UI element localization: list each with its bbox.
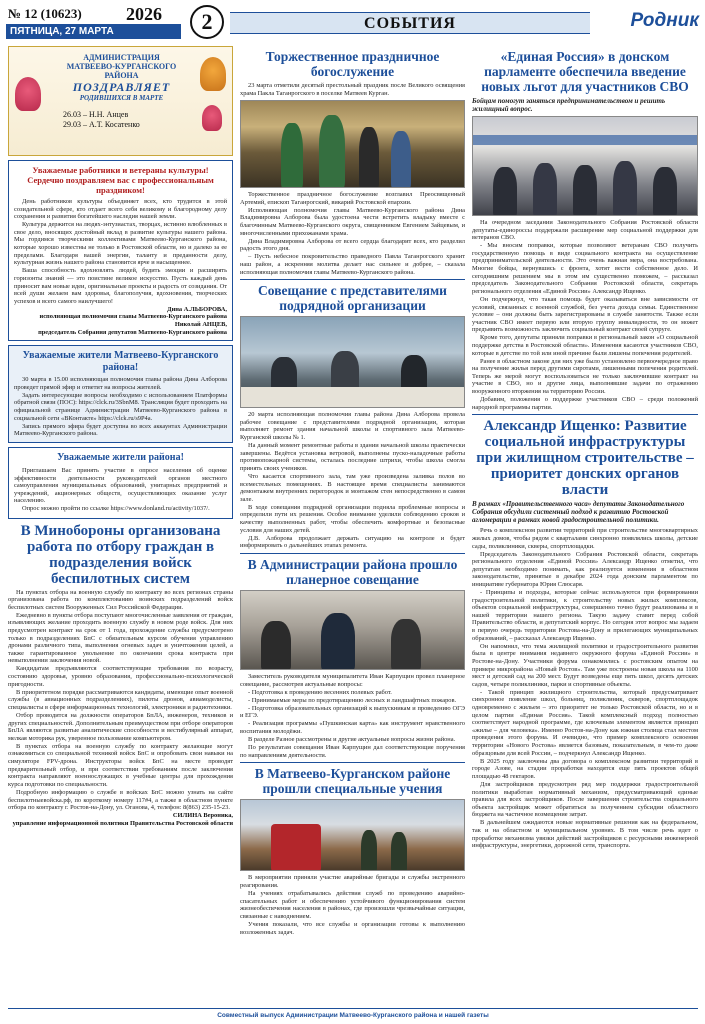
divider	[240, 553, 465, 554]
birthday-person: 29.03 – А.Т. Косатенко	[63, 120, 140, 129]
column-middle	[240, 46, 465, 937]
drills-article	[240, 766, 465, 936]
paragraph: В 2025 году заключены два договора о комплексном развитии территорий в городе Азове, на стадии проработки находятся еще пять проектов общей площадью 48 гектаров.	[472, 757, 698, 780]
survey-notice	[8, 447, 233, 518]
paragraph: По результатам совещания Иван Карпущин дал соответствующие поручения по направлениям деятельности.	[240, 744, 465, 759]
paragraph: На учениях отрабатывались действия служб по проведению аварийно-спасательных работ и обеспечению устойчивого функционирования систем жизнеобеспечения населения в районах, где произошли чрезвычайные ситуации, связанные с наводнением.	[240, 890, 465, 920]
paragraph: - Подготовка к проведению весенних полевых работ.	[248, 688, 392, 696]
article-body	[8, 589, 233, 812]
flower-icon	[200, 57, 226, 91]
signature-name: Николай АНЦЕВ,	[174, 321, 227, 328]
planning-photo	[240, 590, 465, 670]
parliament-photo	[472, 116, 698, 216]
article-lead: Бойцам помогут заняться предпринимательством и решить жилищный вопрос.	[472, 97, 666, 113]
paragraph: Ежедневно в пункты отбора поступают многочисленные заявления от граждан, изъявляющих желание проходить военную службу в новом роде войск. Для них предусмотрен контракт на срок от 1 года, прохождение службы предусмотрено только в подразделениях БпС с обязательным курсом обучения управлению дронами различного типа, выполнения огневых задач и уничтожения целей, а также гарантированное увольнение по окончании срока контракта при невыполнении заключения новой.	[8, 611, 233, 665]
paragraph: На пунктах отбора на военную службу по контракту во всех регионах страны организована работа по комплектованию воинских подразделений войск беспилотных систем Вооруженных Сил Российской Федерации.	[8, 588, 233, 611]
paragraph: - Мы вносим поправки, которые позволяют ветеранам СВО получить государственную помощь в виде социального контракта на осуществление предпринимательской деятельности. Это очень важная мера, она востребована. Многие бойцы, вернувшись с фронта, хотят вести собственное дело. И сегодняшним решением мы в этом им существенно поможем, – рассказал председатель Законодательного Собрания Ростовской области, секретарь регионального отделения «Единой России» Александр Ищенко.	[472, 242, 698, 295]
paragraph: Председатель Законодательного Собрания Ростовской области, секретарь регионального отделения «Единой России» Александр Ищенко отметил, что депутатам необходимо понимать, как реализуется изменения в областном законодательстве, принятые в декабре 2024 года донским парламентом по инициативе губернатора Юрия Слюсаря.	[472, 550, 698, 588]
paragraph: Заместитель руководителя муниципалитета Иван Карпущин провел планерное совещание, рассмотрев актуальные вопросы:	[240, 672, 465, 688]
person-figure	[391, 619, 421, 670]
person-figure	[391, 832, 407, 871]
paragraph: На данный момент ремонтные работы в здании начальной школы практически завершены. Ведётся установка ветровой, выполнены пуско-наладочные работы противопожарной системы, осталась последние штрихи, чтобы школа смогла принять своих учеников.	[240, 442, 465, 472]
survey-title: Уважаемые жители района!	[57, 452, 184, 464]
defense-article	[8, 523, 233, 828]
article-title: Совещание с представителями подрядной организации	[258, 283, 447, 314]
paragraph: - Принимаемые меры по предотвращению лесных и ландшафтных пожаров.	[248, 696, 457, 704]
person-figure	[319, 115, 345, 188]
article-body	[240, 411, 465, 550]
paragraph: Речь о комплексном развитии территорий при строительстве многоквартирных жилых домов, чтобы рядом с кварталами синхронно появлялись школы, детские сады, поликлиники, скверы, спортплощадки.	[472, 527, 698, 550]
paragraph: Запись прямого эфира будет доступна во всех аккаунтах Администрации Матвеево-Курганского района.	[14, 422, 227, 438]
person-figure	[361, 830, 377, 871]
birthday-list	[49, 110, 194, 130]
signature-role: управление информационной политики Правительства Ростовской области	[12, 819, 233, 827]
residents-title: Уважаемые жители Матвеево-Курганского района!	[22, 350, 219, 373]
culture-greeting	[8, 160, 233, 341]
article-body	[240, 874, 465, 936]
issue-block	[6, 4, 181, 40]
person-figure	[359, 127, 379, 188]
congrats-line2: МАТВЕЕВО-КУРГАНСКОГО РАЙОНА	[66, 62, 177, 80]
page-number: 2	[190, 5, 224, 39]
issue-date: ПЯТНИЦА, 27 МАРТА	[6, 24, 181, 39]
article-title: «Единая Россия» в донском парламенте обеспечила введение новых льгот для участников СВО	[481, 49, 689, 94]
paragraph: 30 марта в 15.00 исполняющая полномочия главы района Дина Алборова проведет прямой эфир и ответит на вопросы жителей.	[14, 376, 227, 391]
signature-name: Дина А.ЛЬБОРОВА,	[167, 305, 227, 313]
article-body	[240, 82, 465, 97]
paragraph: Учения показали, что все службы и организации готовы к выполнению возложенных задач.	[240, 921, 465, 936]
congrats-line3: ПОЗДРАВЛЯЕТ	[72, 80, 171, 94]
paragraph: – Пусть небесное покровительство праведного Павла Таганрогского хранит наш район, а искренняя молитва делает нас сильнее и добрее, – сказала исполняющая полномочия главы Матвеево-Курганского района.	[240, 253, 465, 276]
paragraph: Отбор проводится на должности операторов БпЛА, инженеров, техников и других специальностей. Дополнительным преимуществом при отборе операторов БпЛА являются развитые аналитические способности и вестибулярный аппарат, мелкая моторика рук, уверенное пользование компьютером.	[8, 712, 233, 742]
residents-notice	[8, 345, 233, 443]
signature-name: СИЛИНА Вероника,	[172, 812, 233, 820]
meeting-table	[241, 387, 465, 408]
paragraph: В приоритетном порядке рассматриваются кандидаты, имеющие опыт военной службы (в авиационных подразделениях), пилоты дронов, авиамоделисты, специалисты в сфере информационных технологий, электроники и радиотехники.	[8, 688, 233, 711]
person-figure	[613, 161, 637, 216]
article-title: Александр Ищенко: Развитие социальной инфраструктуры при жилищном строительстве – приоритет донских органов власти	[476, 418, 694, 499]
ishchenko-article	[472, 418, 698, 849]
paragraph: На очередном заседании Законодательного Собрания Ростовской области депутаты-единороссы поддержали расширение мер социальной поддержки для ветеранов СВО.	[472, 219, 698, 242]
paragraph: Дина Владимировна Алборова от всего сердца благодарит всех, кто разделил радость этого дня.	[240, 237, 465, 253]
paragraph: Добавим, положения о поддержке участников СВО – среди положений народной программы партии.	[472, 396, 698, 411]
church-photo	[240, 100, 465, 188]
paragraph: Он подчеркнул, что такая помощь будет оказываться вне зависимости от условий, связанных с военной службой, без учета дохода семьи. Единственное условие – они должны быть зарегистрированы в службе занятости. Также если участник СВО имеет первую или вторую группу инвалидности, то он может предъявить возможность заключить социальный контракт своей супруге.	[472, 295, 698, 334]
contractor-meeting-article	[240, 283, 465, 550]
person-figure	[573, 165, 597, 216]
article-title: Торжественное праздничное богослужение	[265, 49, 440, 79]
article-title: В Администрации района прошло планерное совещание	[247, 556, 458, 587]
article-lead: В рамках «Правительственного часа» депутаты Законодательного Собрания обсудили системный подход к развитию Ростовской агломерации в рамках новой градостроительной политики.	[472, 500, 685, 525]
paragraph: Приглашаем Вас принять участие в опросе населения об оценке эффективности деятельности руководителей органов местного самоуправления муниципальных образований, унитарных предприятий и учреждений, акционерных обществ, осуществляющих оказание услуг населению.	[14, 466, 227, 505]
paragraph: - Принципы и подходы, которые сейчас используются при формировании градостроительной политики, к строительству новых жилых комплексов, объектов социальной инфраструктуры, совершенно точно будут реализованы и в нашей территории нашего региона. Такую задачу ставит перед собой Правительство области, и депутатский корпус. Но сегодня этот вопрос мы задаем в первую очередь территории Ростова-на-Дону и прилегающих муниципальных образований, – рассказал Александр Ищенко.	[472, 589, 698, 642]
paragraph: В ходе совещания подрядной организации подняла проблемные вопросы и определили пути их решения. Особое внимание уделили соблюдению сроков и качеству выполненных работ, чтобы обеспечить комфортные и безопасные условия для наших детей.	[240, 503, 465, 534]
paragraph: Для застройщиков предусмотрен ряд мер поддержки градостроительной политики выработан нормативный механизм, предусматривающий единые правила для всех застройщиков. После завершения строительства социального объекта застройщик может обратиться за получением субсидии областного бюджета на частичное возмещение затрат.	[472, 780, 698, 819]
paragraph: Культура держится на людях-энтузиастах, творцах, истинно влюбленных в свое дело, вносящих достойный вклад в развитие культуры нашего района. Мы гордимся творческими коллективами Матвеево-Курганского района, которые хорошо известны не только в Ростовской области, но и далеко за ее пределами. Благодаря вашей энергии, таланту и преданности делу, культурная жизнь нашего района становится ярче и насыщеннее.	[14, 221, 227, 267]
culture-signature-1	[14, 306, 227, 321]
paragraph: В мероприятии приняли участие аварийные бригады и службы экстренного реагирования.	[240, 874, 465, 890]
person-figure	[493, 167, 517, 216]
issue-year: 2026	[126, 4, 162, 24]
birthday-congrats	[8, 46, 233, 156]
paragraph: Ваша способность вдохновлять людей, будить эмоции и расширять горизонты знаний — это поистине великое искусство. Пусть каждый день приносит вам новые идеи, оригинальные проекты и радость от созидания. От всей души желаем вам здоровья, благополучия, вдохновения, творческих успехов и всего самого наилучшего!	[14, 267, 227, 305]
divider	[472, 414, 698, 415]
paragraph: Кандидатам предъявляются соответствующие требования по возрасту, состоянию здоровья, уровню образования, профессионально-психологической пригодности.	[8, 665, 233, 688]
fire-truck-figure	[271, 824, 321, 871]
paragraph: 23 марта отметили десятый престольный праздник после Великого освящения храма Пакла Таганрогского в поселке Матвеев Курган.	[240, 82, 465, 97]
survey-body	[14, 467, 227, 513]
page-header	[6, 4, 699, 40]
paragraph: В разделе Разное рассмотрены и другие актуальные вопросы жизни района.	[248, 736, 456, 744]
paragraph: Подробную информацию о службе в войсках БпС можно узнать на сайте беспилотныевойска.рф, по короткому номеру 117#4, а также в областном пункте отбора по контракту г. Ростов-на-Дону, ул. Оганова, 4, телефон: 8(863) 235-15-23.	[8, 788, 233, 812]
paragraph: 20 марта исполняющая полномочия главы района Дина Алборова провела рабочее совещание с представителями подрядной организации, которая выполняет ремонт здания начальной школы и спортивного зала Матвеево-Курганской школы № 1.	[240, 411, 465, 441]
drills-photo	[240, 799, 465, 871]
signature-role: исполняющая полномочия главы Матвеево-Курганского района	[39, 313, 227, 321]
congrats-text	[49, 53, 194, 130]
column-left	[8, 46, 233, 827]
paragraph: Д.В. Алборова продолжает держать ситуацию на контроле и будет информировать о дальнейших этапах ремонта.	[240, 534, 465, 550]
page-footer: Совместный выпуск Администрации Матвеево-Курганского района и нашей газеты	[8, 1008, 698, 1020]
signature-role: председатель Собрания депутатов Матвеево-Курганского района	[38, 328, 227, 336]
article-body	[240, 673, 465, 760]
article-title: В Минобороны организована работа по отбору граждан в подразделения войск беспилотных систем	[20, 522, 221, 587]
person-figure	[321, 613, 355, 670]
paragraph: - Реализация программы «Пушкинская карта» как инструмент нравственного воспитания молодёжи.	[240, 720, 465, 736]
paragraph: - Такой принцип жилищного строительства, который предусматривает синхронное появление школ, больниц, поликлиник, скверов, спортплощадок одновременно с жильем – это приоритет не только Ростовской области, но и в целом партии «Единая Россия». Такой комплексный подход полностью соответствует народной программе, где ключевым элементом является принцип «жилье – для человека». Именно Ростов-на-Дону как южная столица стал местом проведения этого форума. И очевидно, что пример комплексного освоения территории «Нового Ростова» является базовым, показательным, в чем-то даже образцовым для всей России, – подчеркнул Александр Ищенко.	[472, 688, 698, 757]
paragraph: Опрос можно пройти по ссылке https://www.donland.ru/activity/1037/.	[22, 505, 210, 513]
meeting-photo	[240, 316, 465, 408]
person-figure	[281, 123, 303, 188]
culture-title: Уважаемые работники и ветераны культуры! Сердечно поздравляем вас с профессиональным праздником!	[27, 165, 214, 195]
section-title: СОБЫТИЯ	[230, 12, 590, 34]
article-title: В Матвеево-Курганском районе прошли специальные учения	[254, 766, 451, 797]
paragraph: В дальнейшем ожидаются новые нормативные решения как на федеральном, так и на областном и муниципальном уровнях. В том числе речь идет о проработке механизма увязки действий застройщиков с ресурсными инженерной инфраструктуры, энергетики, дорожной сети, транспорта.	[472, 819, 698, 850]
paragraph: В пунктах отбора на военную службу по контракту желающие могут ознакомиться со специальной техникой войск БпС и опробовать свои навыки на симуляторе FPV-дрона. Инструкторы войск БпС на месте проводят предварительный отбор, и при соответствии требованиям после заключения контракта направляют военнослужащих в учебные центры для прохождения курса подготовки по специальности.	[8, 742, 233, 788]
article-body-cont	[240, 191, 465, 276]
paragraph: Ранее в областном законе для них уже было установлено первоочередное право на получение жилья перед другими сиротами, лишенными попечения родителей. Теперь же мерой могут воспользоваться не только заключившие контракт на участие в СВО, но и другие лица, выполнявшие задачи по отражению вооруженного вторжения на территорию России.	[472, 357, 698, 396]
residents-body	[14, 376, 227, 438]
paragraph: Торжественное праздничное богослужение возглавил Преосвященный Артемий, епископ Таганрогский, викарий Ростовской епархии.	[240, 191, 465, 206]
paragraph: Что касается спортивного зала, там уже произведена заливка полов во всемеcтельных помещениях. В настоящее время специалисты занимаются демонтажем внутренних перегородок и монтажом стен непосредственно в самом зале.	[240, 472, 465, 503]
holiday-article	[240, 49, 465, 276]
paragraph: - Подготовка образовательных организаций к выпускникам и проведению ОГЭ и ЕГЭ.	[240, 704, 465, 720]
newspaper-logo: Родник	[630, 10, 699, 31]
culture-signature-2	[14, 321, 227, 336]
defense-signature	[8, 812, 233, 827]
congrats-line1: АДМИНИСТРАЦИЯ	[83, 53, 160, 62]
paragraph: Исполняющая полномочия главы Матвеево-Курганского района Дина Владимировна Алборова была удостоена чести встретить владыку вместе с благочинным Матвеево-Курганского округа, священником Евгением Зайцевым, и многочисленными прихожанами храма.	[240, 206, 465, 237]
planning-article	[240, 557, 465, 760]
congrats-line4: РОДИВШИХСЯ В МАРТЕ	[79, 94, 164, 102]
paragraph: Кроме того, депутаты приняли поправки в региональный закон «О социальной поддержке детства в Ростовской области». Изменения касаются участников СВО, которые в детстве по той или иной причине были лишены попечения родителей.	[472, 334, 698, 357]
parliament-banner	[473, 135, 698, 145]
article-body	[472, 527, 698, 849]
flower-icon	[202, 105, 222, 131]
paragraph: Он напомнил, что тема жилищной политики и градостроительного развития была в центре внимания недавнего окружного форума «Единой России» в Ростове-на-Дону. Участники форума ознакомились с ростовским опытом на примере микрорайона «Новый Ростов». Там уже построены новая школа на 1100 мест и детский сад на 200 мест. Будут возведены еще пять школ, десять детских садов, четыре поликлиники, парки и спортивные объекты.	[472, 642, 698, 688]
person-figure	[261, 621, 291, 670]
divider	[240, 762, 465, 763]
column-right	[472, 46, 698, 850]
article-body	[472, 219, 698, 411]
culture-body	[14, 198, 227, 305]
person-figure	[391, 131, 411, 188]
flower-icon	[15, 77, 41, 111]
birthday-person: 26.03 – Н.Н. Анцев	[63, 110, 129, 119]
paragraph: День работников культуры объединяет всех, кто трудится в этой созидательной сфере, кто отдает всего себя великому и благородному делу сохранения и развития богатейшего наследия нашей земли.	[14, 198, 227, 221]
person-figure	[533, 163, 557, 216]
paragraph: Задать интересующие вопросы необходимо с использованием Платформы обратной связи (ПОС): https://clck.ru/3SbnM8. Трансляция будет проходить на официальной странице Администрации Матвеево-Курганского района в социальной сети «ВКонтакте» https://clck.ru/s9P4a.	[14, 391, 227, 422]
person-figure	[653, 167, 677, 216]
er-article	[472, 49, 698, 411]
issue-number: № 12 (10623)	[8, 6, 82, 21]
divider	[240, 279, 465, 280]
